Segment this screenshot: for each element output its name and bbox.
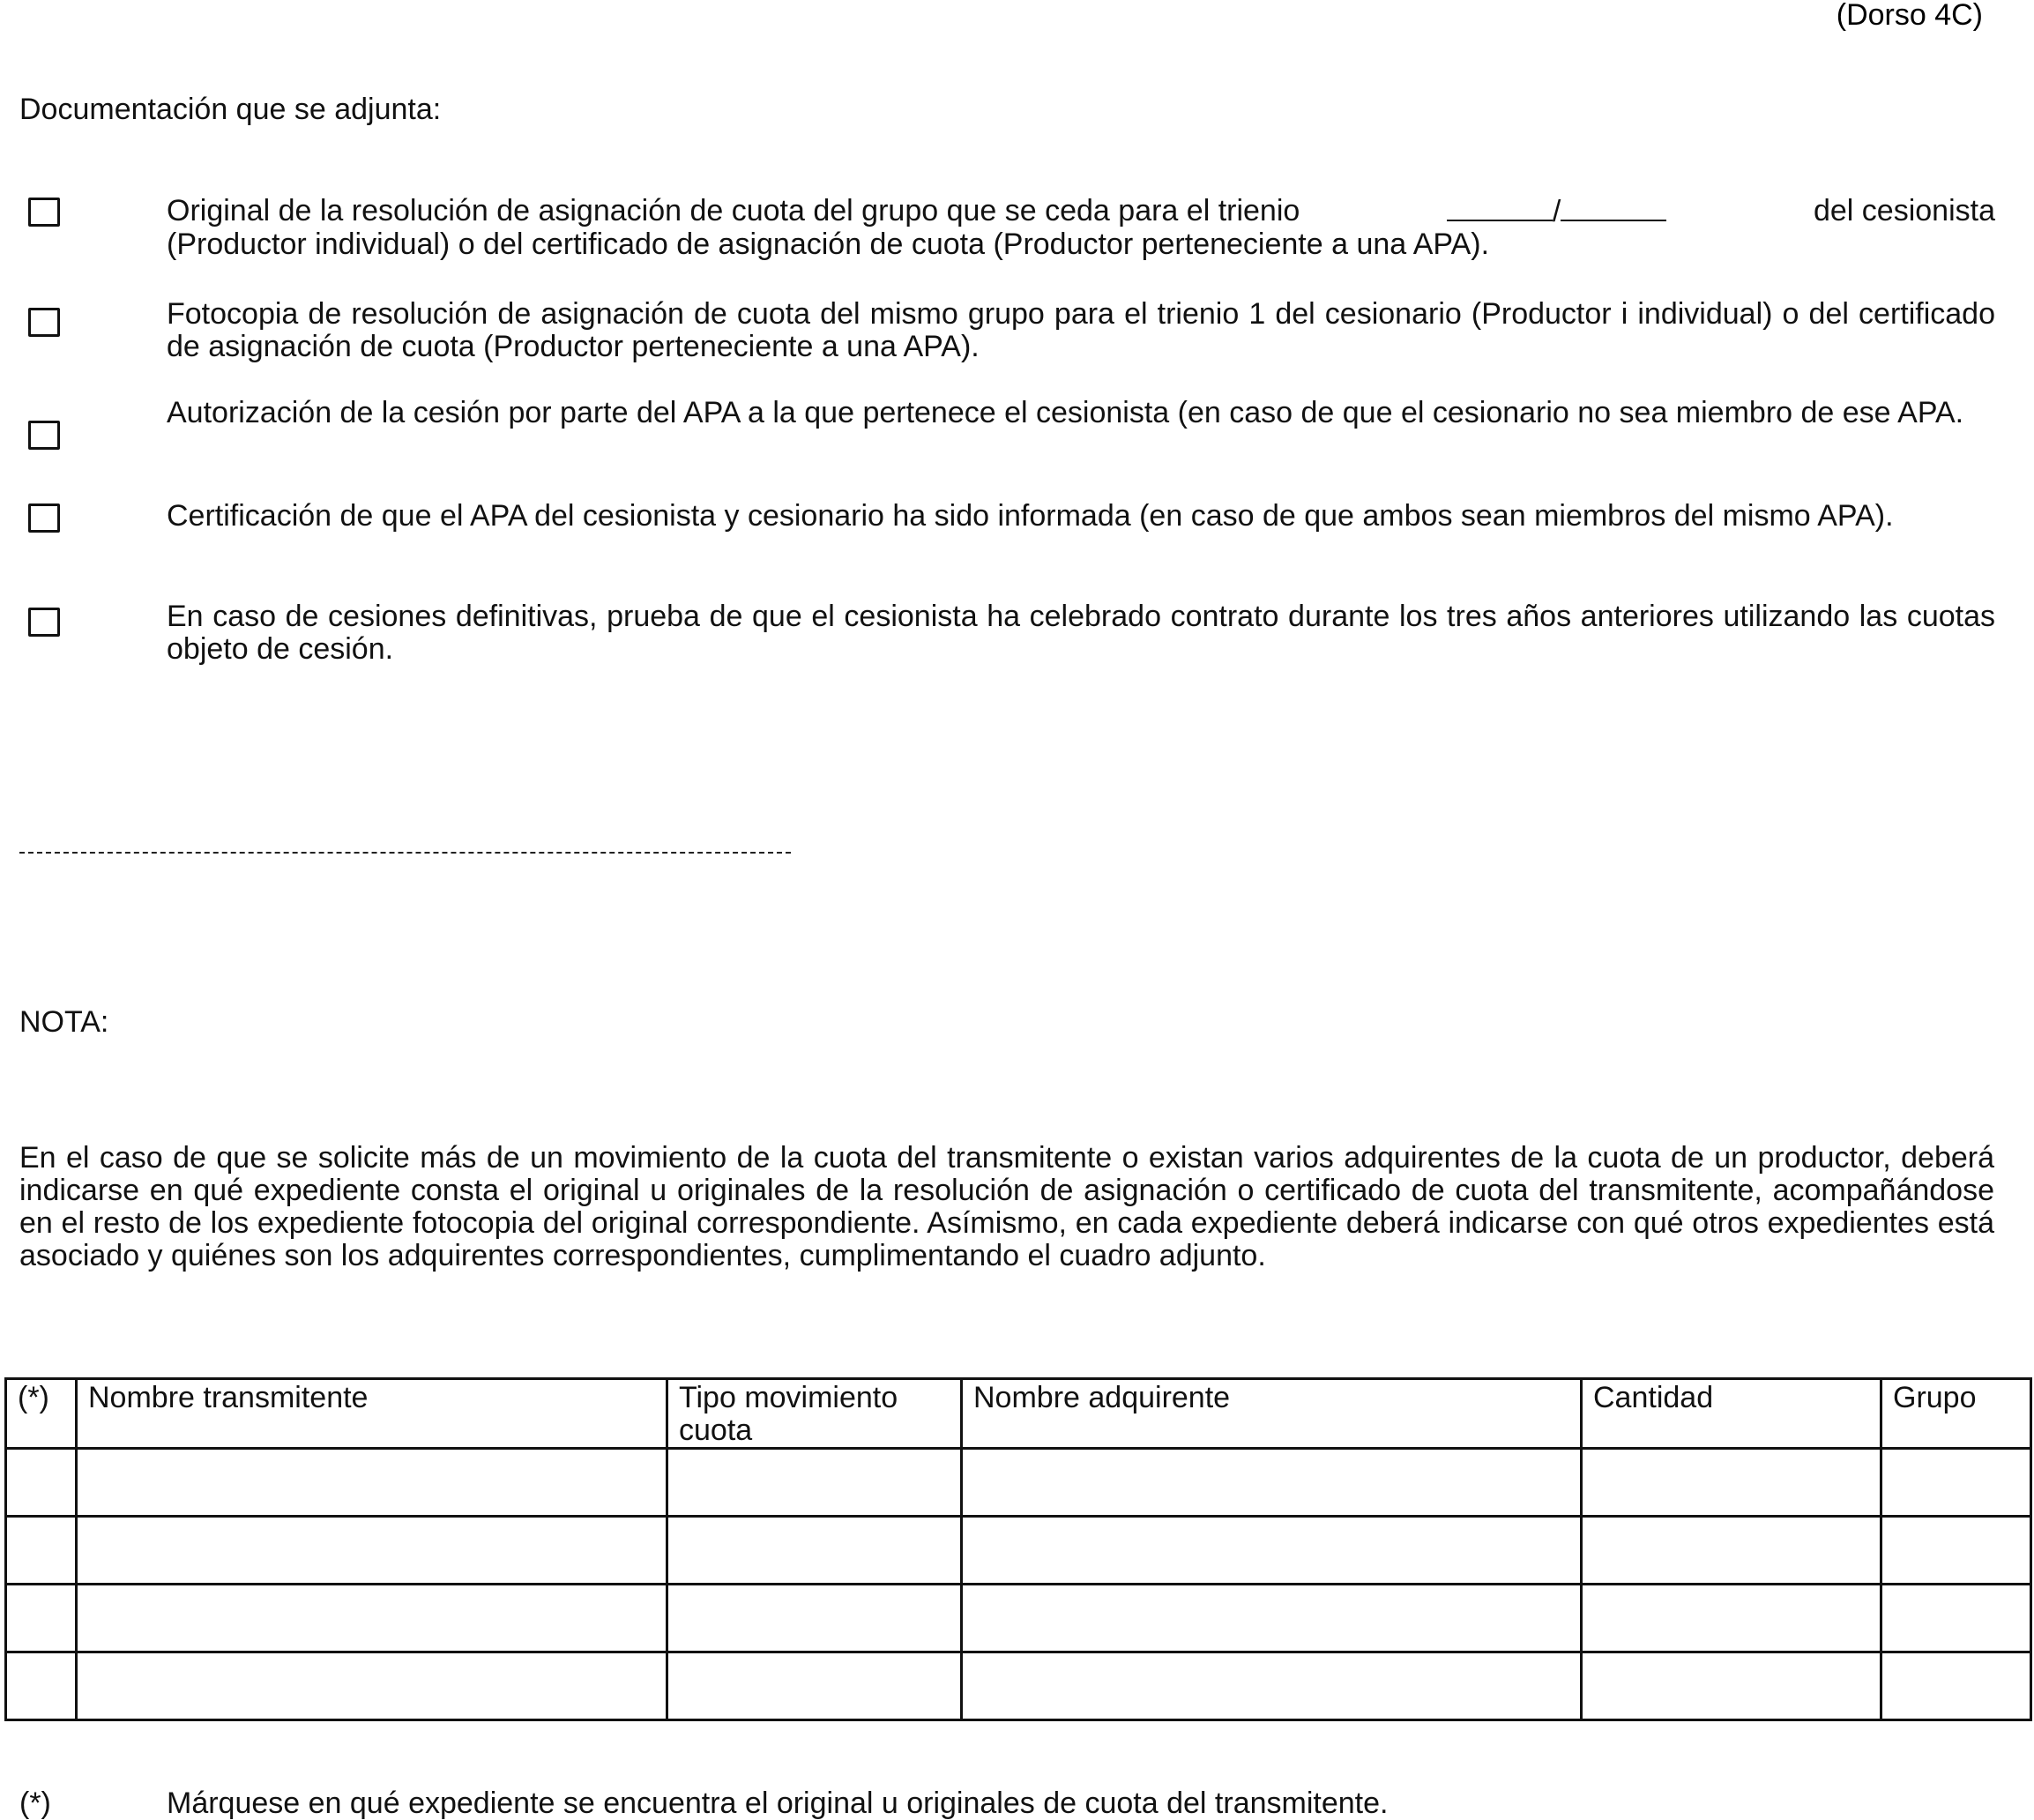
checkbox-autorizacion-cesion[interactable]: [28, 421, 60, 450]
col-header-nombre-transmitente: Nombre transmitente: [77, 1379, 667, 1449]
trienio-field[interactable]: [1447, 195, 1666, 228]
cell-cantidad[interactable]: [1582, 1652, 1881, 1720]
attachment-item-1: [167, 195, 1995, 261]
attachment-item-1-text-end: del cesionista: [1813, 194, 1995, 228]
col-header-tipo-movimiento: Tipo movimiento cuota: [667, 1379, 962, 1449]
trienio-start-blank[interactable]: [1447, 195, 1553, 221]
col-header-asterisk: (*): [6, 1379, 77, 1449]
page-reference: (Dorso 4C): [1836, 0, 1983, 32]
footnote-mark: (*): [19, 1786, 51, 1820]
trienio-slash: /: [1552, 195, 1561, 228]
cell-nombre-adquirente[interactable]: [962, 1652, 1582, 1720]
cell-asterisk[interactable]: [6, 1449, 77, 1517]
note-label: NOTA:: [19, 1005, 109, 1039]
attachment-item-1-text-line2: (Productor individual) o del certificado de asignación de cuota (Productor perteneciente a una APA).: [167, 228, 1490, 261]
cell-grupo[interactable]: [1881, 1517, 2031, 1585]
trienio-end-blank[interactable]: [1561, 195, 1666, 221]
cell-grupo[interactable]: [1881, 1585, 2031, 1652]
cell-asterisk[interactable]: [6, 1517, 77, 1585]
table-header-row: [6, 1379, 2031, 1449]
cell-nombre-adquirente[interactable]: [962, 1517, 1582, 1585]
checkbox-original-resolucion[interactable]: [28, 198, 60, 227]
cell-asterisk[interactable]: [6, 1585, 77, 1652]
attachments-heading: Documentación que se adjunta:: [19, 93, 442, 126]
movements-table: [4, 1377, 2032, 1721]
table-row: [6, 1449, 2031, 1517]
attachment-item-4: Certificación de que el APA del cesionista y cesionario ha sido informada (en caso de que ambos sean miembros del mismo APA).: [167, 499, 1894, 533]
footnote-text: Márquese en qué expediente se encuentra el original u originales de cuota del transmitente.: [167, 1786, 1389, 1820]
cell-tipo-movimiento[interactable]: [667, 1652, 962, 1720]
checkbox-fotocopia-resolucion[interactable]: [28, 308, 60, 337]
table-row: [6, 1652, 2031, 1720]
attachment-item-2: Fotocopia de resolución de asignación de cuota del mismo grupo para el trienio 1 del cesionario (Productor i individual) o del certificado de asignación de cuota (Productor perteneciente a una APA).: [167, 297, 1995, 363]
cell-grupo[interactable]: [1881, 1449, 2031, 1517]
cell-cantidad[interactable]: [1582, 1449, 1881, 1517]
cell-nombre-transmitente[interactable]: [77, 1517, 667, 1585]
note-paragraph: En el caso de que se solicite más de un movimiento de la cuota del transmitente o existan varios adquirentes de la cuota de un productor, deberá indicarse en qué expediente consta el original u originales de la resolución de asignación o certificado de cuota del transmitente, acompañándose en el resto de los expediente fotocopia del original correspondiente. Asímismo, en cada expediente deberá indicarse con qué otros expedientes está asociado y quiénes son los adquirentes correspondientes, cumplimentando el cuadro adjunto.: [19, 1141, 1994, 1272]
col-header-grupo: Grupo: [1881, 1379, 2031, 1449]
cell-asterisk[interactable]: [6, 1652, 77, 1720]
checkbox-cesiones-definitivas[interactable]: [28, 608, 60, 637]
attachment-item-3: Autorización de la cesión por parte del APA a la que pertenece el cesionista (en caso de que el cesionario no sea miembro de ese APA.: [167, 396, 1964, 429]
cell-nombre-transmitente[interactable]: [77, 1652, 667, 1720]
table-row: [6, 1517, 2031, 1585]
cell-nombre-transmitente[interactable]: [77, 1449, 667, 1517]
cell-tipo-movimiento[interactable]: [667, 1585, 962, 1652]
cell-tipo-movimiento[interactable]: [667, 1517, 962, 1585]
cell-cantidad[interactable]: [1582, 1517, 1881, 1585]
signature-line: [19, 852, 791, 854]
cell-tipo-movimiento[interactable]: [667, 1449, 962, 1517]
attachment-item-5: En caso de cesiones definitivas, prueba de que el cesionista ha celebrado contrato durante los tres años anteriores utilizando las cuotas objeto de cesión.: [167, 600, 1995, 666]
col-header-nombre-adquirente: Nombre adquirente: [962, 1379, 1582, 1449]
table-row: [6, 1585, 2031, 1652]
cell-nombre-adquirente[interactable]: [962, 1585, 1582, 1652]
cell-nombre-transmitente[interactable]: [77, 1585, 667, 1652]
cell-grupo[interactable]: [1881, 1652, 2031, 1720]
cell-cantidad[interactable]: [1582, 1585, 1881, 1652]
col-header-cantidad: Cantidad: [1582, 1379, 1881, 1449]
checkbox-certificacion-apa[interactable]: [28, 503, 60, 533]
cell-nombre-adquirente[interactable]: [962, 1449, 1582, 1517]
attachment-item-1-text: Original de la resolución de asignación de cuota del grupo que se ceda para el trienio: [167, 194, 1300, 228]
